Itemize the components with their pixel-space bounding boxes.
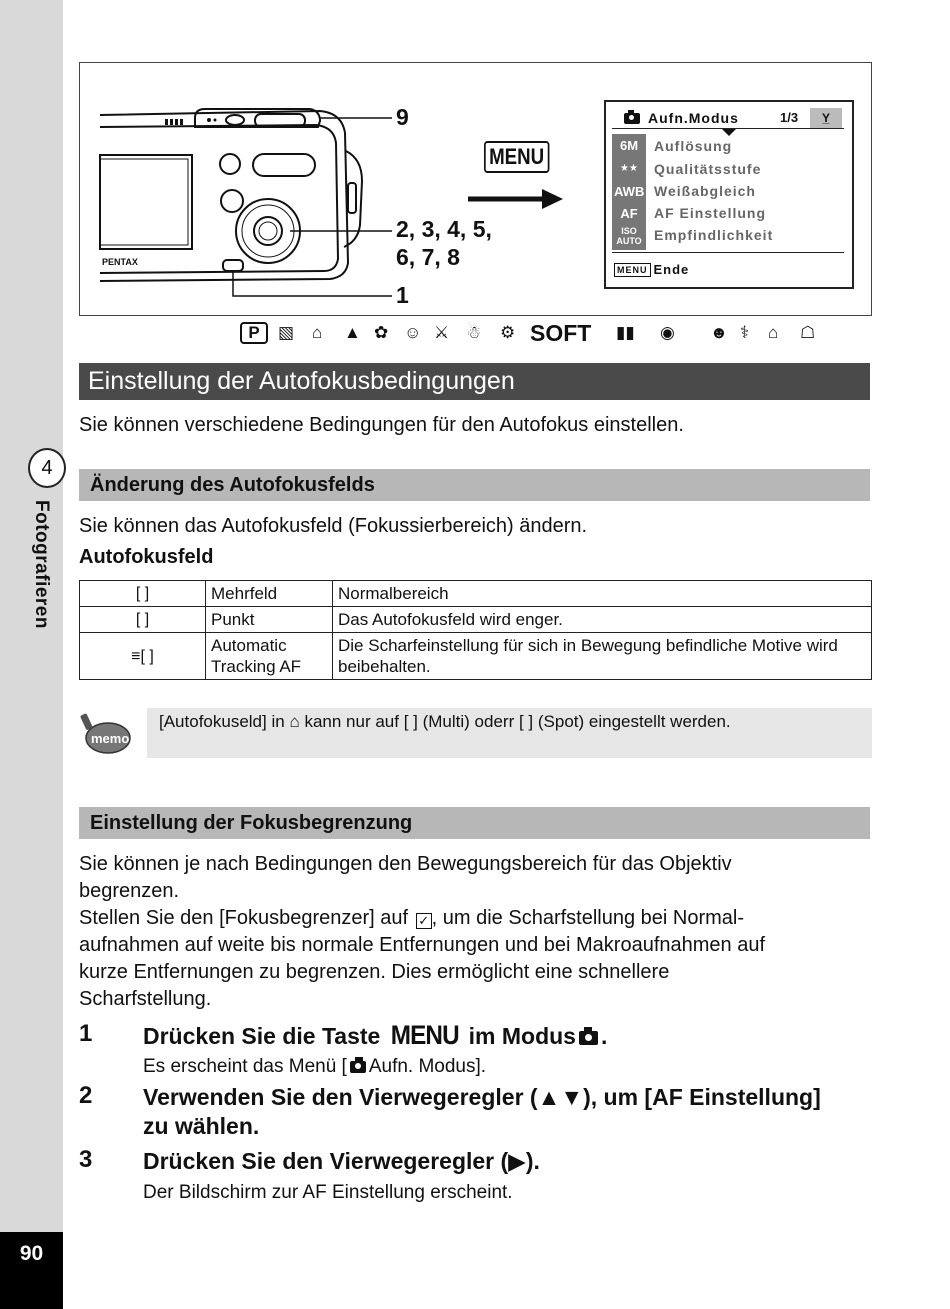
table-cell-desc: Das Autofokusfeld wird enger. xyxy=(333,607,872,633)
shooting-mode-icons xyxy=(240,320,870,348)
page-number: 90 xyxy=(0,1232,63,1309)
night-mode-icon: ☖ xyxy=(800,323,816,342)
setup-tab-icon: Y̲ xyxy=(810,108,842,128)
lcd-header xyxy=(612,108,844,129)
menu-key-icon: MENU xyxy=(614,263,651,277)
lcd-footer-label: Ende xyxy=(653,262,690,277)
awb-icon: AWB xyxy=(614,184,645,199)
callout-shutter: 9 xyxy=(396,104,409,130)
step-number: 3 xyxy=(79,1146,93,1173)
step-heading: Drücken Sie den Vierwegeregler (▶). xyxy=(143,1148,540,1174)
step-description: Es erscheint das Menü [ Aufn. Modus]. xyxy=(143,1056,487,1077)
section-heading-af-area: Änderung des Autofokusfelds xyxy=(79,469,870,501)
step-number: 1 xyxy=(79,1020,93,1047)
camera-figure xyxy=(79,62,872,316)
resolution-icon: 6M xyxy=(619,138,639,153)
arrow-right-icon xyxy=(468,188,564,210)
kids-mode-icon: ☻ xyxy=(710,323,728,342)
lcd-item-resolution: Auflösung xyxy=(654,138,733,154)
food-mode-icon: ⚕ xyxy=(740,323,750,342)
table-cell-name: Automatic Tracking AF xyxy=(206,633,333,680)
lcd-item-white-balance: Weißabgleich xyxy=(654,183,756,199)
callout-controller-line1: 2, 3, 4, 5, xyxy=(396,216,492,242)
quality-icon: ★★ xyxy=(620,163,638,174)
spot-area-icon: [ ] xyxy=(518,712,534,731)
spot-area-icon: [ ] xyxy=(80,607,206,633)
svg-text:memo: memo xyxy=(91,731,130,746)
chapter-number: 4 xyxy=(28,448,66,488)
section-heading-focus-limit: Einstellung der Fokusbegrenzung xyxy=(79,807,870,839)
auto-picture-icon: ⌂ xyxy=(312,323,323,342)
memo-text-part: [Autofokuseld] in xyxy=(159,712,285,731)
intro-paragraph: Sie können verschiedene Bedingungen für den Autofokus einstellen. xyxy=(79,414,684,436)
step-heading: Verwenden Sie den Vierwegeregler (▲▼), um [AF Einstellung] zu wählen. xyxy=(143,1084,821,1139)
picture-mode-icon: ▧ xyxy=(278,323,295,342)
memo-note xyxy=(147,708,872,758)
table-cell-desc: Normalbereich xyxy=(333,581,872,607)
multi-area-icon: [ ] xyxy=(80,581,206,607)
soft-mode-label: SOFT xyxy=(530,320,592,346)
text-line: Stellen Sie den [Fokusbegrenzer] auf ✓ , um die Scharfstellung bei Normal- xyxy=(79,907,745,929)
af-icon: AF xyxy=(620,206,638,221)
chapter-title: Fotografieren xyxy=(31,500,52,629)
camera-brand-text: PENTAX xyxy=(102,257,138,267)
iso-icon: ISO AUTO xyxy=(616,226,642,246)
menu-button-label: MENU xyxy=(484,141,549,173)
lcd-menu-screen xyxy=(604,100,854,289)
text-line: kurze Entfernungen zu begrenzen. Dies ermöglicht eine schnellere xyxy=(79,961,670,983)
snow-mode-icon: ☃ xyxy=(466,323,482,342)
camera-icon xyxy=(624,113,640,124)
chapter-sidebar xyxy=(0,0,63,1309)
museum-mode-icon: ⌂ xyxy=(768,323,779,342)
memo-text-part: kann nur auf xyxy=(304,712,399,731)
multi-area-icon: [ ] xyxy=(403,712,418,731)
program-mode-icon: P xyxy=(240,322,268,344)
lcd-item-quality: Qualitätsstufe xyxy=(654,161,762,177)
lcd-item-sensitivity: Empfindlichkeit xyxy=(654,227,774,243)
surf-mode-icon: ⚔ xyxy=(434,323,450,342)
landscape-mode-icon: ▲ xyxy=(344,323,361,342)
text-line: Sie können je nach Bedingungen den Bewegungsbereich für das Objektiv xyxy=(79,853,732,875)
page-title: Einstellung der Autofokusbedingungen xyxy=(79,363,870,400)
portrait-mode-icon: ☺ xyxy=(404,323,422,342)
checkbox-icon: ✓ xyxy=(416,913,432,929)
section-af-area-text: Sie können das Autofokusfeld (Fokussierbereich) ändern. xyxy=(79,515,588,537)
tracking-af-icon: ≡[ ] xyxy=(80,633,206,680)
callout-menu-key: 1 xyxy=(396,282,409,308)
table-row xyxy=(80,607,872,633)
table-cell-name: Mehrfeld xyxy=(206,581,333,607)
lcd-item-af-setting: AF Einstellung xyxy=(654,205,766,221)
camera-illustration xyxy=(80,63,400,313)
lcd-page-indicator: 1/3 xyxy=(780,110,799,125)
af-area-table-label: Autofokusfeld xyxy=(79,546,214,568)
text-line: begrenzen. xyxy=(79,880,180,902)
frame-mode-icon: ▮▮ xyxy=(616,323,635,342)
af-area-table xyxy=(79,580,872,680)
table-cell-desc: Die Scharfeinstellung für sich in Bewegung befindliche Motive wird beibehalten. xyxy=(333,633,872,680)
digital-panorama-icon: ◉ xyxy=(660,323,675,342)
step-description: Der Bildschirm zur AF Einstellung erscheint. xyxy=(143,1182,513,1203)
memo-text-part: (Multi) oderr xyxy=(422,712,515,731)
flower-mode-icon: ✿ xyxy=(374,323,389,342)
menu-button-label: MENU xyxy=(390,1020,459,1050)
memo-text-part: (Spot) eingestellt werden. xyxy=(537,712,731,731)
lcd-footer xyxy=(614,262,689,277)
text-line: aufnahmen auf weite bis normale Entfernungen und bei Makroaufnahmen auf xyxy=(79,934,766,956)
lcd-title: Aufn.Modus xyxy=(648,110,739,126)
camera-icon xyxy=(350,1061,366,1073)
memo-icon xyxy=(80,712,132,756)
sport-mode-icon: ⚙ xyxy=(500,323,516,342)
text-line: Scharfstellung. xyxy=(79,988,212,1010)
table-row xyxy=(80,633,872,680)
camera-icon xyxy=(579,1031,598,1045)
auto-picture-icon: ⌂ xyxy=(289,712,300,731)
table-row xyxy=(80,581,872,607)
callout-controller-line2: 6, 7, 8 xyxy=(396,244,460,270)
focus-limit-paragraph xyxy=(79,851,765,1013)
step-number: 2 xyxy=(79,1082,93,1109)
lcd-menu-list xyxy=(612,134,844,253)
step-heading: Drücken Sie die Taste MENU im Modus . xyxy=(143,1020,608,1050)
table-cell-name: Punkt xyxy=(206,607,333,633)
